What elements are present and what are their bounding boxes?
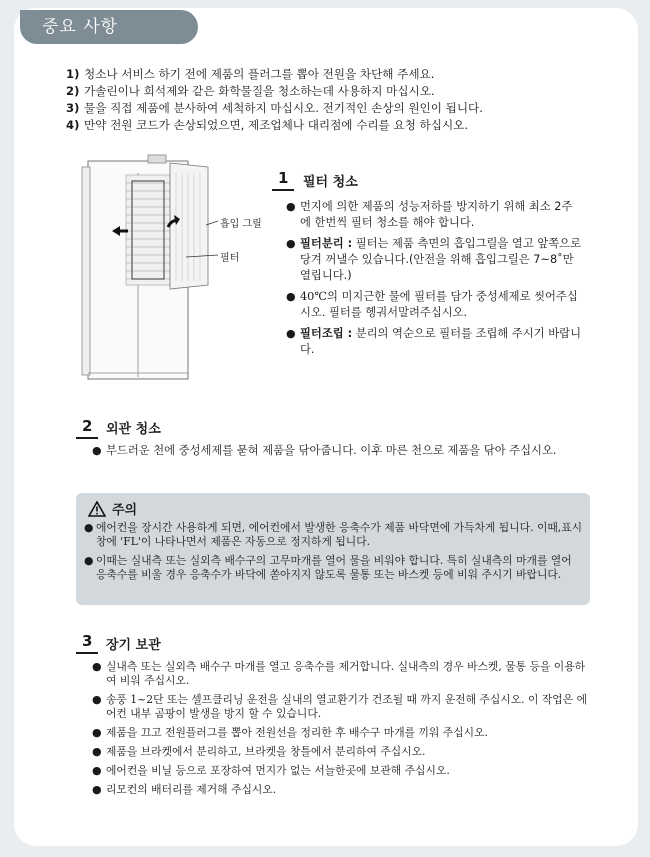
page-title: 중요 사항 — [20, 10, 198, 44]
list-item: ● 필터조립 : 분리의 역순으로 필터를 조립해 주시기 바랍니다. — [286, 327, 581, 356]
item-text: 실내측 또는 실외측 배수구 마개를 열고 응축수를 제거합니다. 실내측의 경우 바스켓, 물통 등을 이용하여 비워 주십시오. — [106, 660, 586, 687]
section-number: 1 — [272, 169, 294, 191]
caution-list — [84, 521, 584, 587]
item-text: 40℃의 미지근한 물에 필터를 담가 중성세제로 씻어주십시오. 필터를 헹궈서말려주십시오. — [300, 290, 578, 319]
item-text: 에어컨을 장시간 사용하게 되면, 에어컨에서 발생한 응축수가 제품 바닥면에 가득차게 됩니다. 이때,표시창에 'FL'이 나타나면서 제품은 자동으로 정지하게 됩니다. — [96, 521, 583, 548]
list-item — [66, 100, 586, 117]
item-number: 2) — [66, 84, 80, 98]
list-item: ● 필터분리 : 필터는 제품 측면의 흡입그릴을 열고 앞쪽으로 당겨 꺼낼수 있습니다.(안전을 위해 흡입그릴은 7~8˚만 열립니다.) — [286, 237, 581, 282]
section-title: 필터 청소 — [303, 175, 358, 190]
item-text: 분리의 역순으로 필터를 조립해 주시기 바랍니다. — [300, 327, 581, 356]
grille-label: 흡입 그릴 — [220, 219, 262, 230]
item-text: 물을 직접 제품에 분사하여 세척하지 마십시오. 전기적인 손상의 원인이 됩니다. — [84, 101, 483, 115]
caution-box — [76, 493, 590, 605]
item-text: 만약 전원 코드가 손상되었으면, 제조업체나 대리점에 수리를 요청 하십시오. — [84, 118, 469, 132]
item-text: 제품을 브라켓에서 분리하고, 브라켓을 창틀에서 분리하여 주십시오. — [106, 745, 426, 758]
section-title: 외관 청소 — [106, 422, 161, 437]
section-number: 3 — [76, 632, 98, 654]
item-text: 제품을 끄고 전원플러그를 뽑아 전원선을 정리한 후 배수구 마개를 끼워 주십시오. — [106, 726, 488, 739]
section-number: 2 — [76, 417, 98, 439]
caution-heading — [88, 499, 137, 518]
item-text: 송풍 1~2단 또는 셀프클리닝 운전을 실내의 열교환기가 건조될 때 까지 운전해 주십시오. 이 작업은 에어컨 내부 곰팡이 발생을 방지 할 수 있습니다. — [106, 693, 588, 720]
item-text: 필터는 제품 측면의 흡입그릴을 열고 앞쪽으로 당겨 꺼낼수 있습니다.(안전을 위해 흡입그릴은 7~8˚만 열립니다.) — [300, 237, 581, 282]
item-text: 리모컨의 배터리를 제거해 주십시오. — [106, 783, 277, 796]
list-item: ● 40℃의 미지근한 물에 필터를 담가 중성세제로 씻어주십시오. 필터를 헹궈서말려주십시오. — [286, 289, 582, 321]
item-label: 필터분리 : — [300, 237, 353, 250]
section-title: 장기 보관 — [106, 638, 161, 653]
air-conditioner-drawing — [76, 153, 276, 383]
list-item: ● 송풍 1~2단 또는 셀프클리닝 운전을 실내의 열교환기가 건조될 때 까지 운전해 주십시오. 이 작업은 에어컨 내부 곰팡이 발생을 방지 할 수 있습니다. — [92, 693, 592, 721]
item-text: 먼지에 의한 제품의 성능저하를 방지하기 위해 최소 2주에 한번씩 필터 청소를 해야 합니다. — [300, 200, 573, 229]
item-number: 4) — [66, 118, 80, 132]
exterior-cleaning-list — [92, 443, 586, 464]
filter-illustration — [76, 153, 276, 383]
list-item: ● 부드러운 천에 중성세제를 묻혀 제품을 닦아줍니다. 이후 마른 천으로 제품을 닦아 주십시오. — [92, 444, 557, 457]
warning-icon — [88, 501, 106, 517]
item-text: 이때는 실내측 또는 실외측 배수구의 고무마개를 열어 물을 비워야 합니다. 특히 실내측의 마개를 열어 응축수를 비울 경우 응축수가 바닥에 쏟아지지 않도록 물통 또는 바스켓 등에 비워 주시기 바랍니다. — [96, 554, 572, 581]
caution-title: 주의 — [112, 503, 138, 518]
list-item: ● 리모컨의 배터리를 제거해 주십시오. — [92, 783, 277, 796]
item-text: 청소나 서비스 하기 전에 제품의 플러그를 뽑아 전원을 차단해 주세요. — [84, 67, 435, 81]
item-text: 가솔린이나 희석제와 같은 화학물질을 청소하는데 사용하지 마십시오. — [84, 84, 435, 98]
list-item: ● 제품을 끄고 전원플러그를 뽑아 전원선을 정리한 후 배수구 마개를 끼워 주십시오. — [92, 726, 488, 739]
item-text: 에어컨을 비닐 등으로 포장하여 먼지가 없는 서늘한곳에 보관해 주십시오. — [106, 764, 450, 777]
list-item: ● 먼지에 의한 제품의 성능저하를 방지하기 위해 최소 2주에 한번씩 필터 청소를 해야 합니다. — [286, 199, 582, 231]
list-item: ● 에어컨을 비닐 등으로 포장하여 먼지가 없는 서늘한곳에 보관해 주십시오. — [92, 764, 450, 777]
item-label: 필터조립 : — [300, 327, 353, 340]
list-item — [66, 83, 586, 100]
list-item — [66, 117, 586, 134]
item-number: 3) — [66, 101, 80, 115]
intro-list — [66, 66, 586, 134]
filter-label: 필터 — [220, 253, 240, 264]
filter-cleaning-list — [286, 199, 582, 363]
long-term-storage-list — [92, 660, 592, 802]
item-number: 1) — [66, 67, 80, 81]
list-item: ● 이때는 실내측 또는 실외측 배수구의 고무마개를 열어 물을 비워야 합니다. 특히 실내측의 마개를 열어 응축수를 비울 경우 응축수가 바닥에 쏟아지지 않도록 물통 또는 바스켓 등에 비워 주시기 바랍니다. — [84, 554, 584, 582]
list-item: ● 실내측 또는 실외측 배수구 마개를 열고 응축수를 제거합니다. 실내측의 경우 바스켓, 물통 등을 이용하여 비워 주십시오. — [92, 660, 592, 688]
list-item: ● 제품을 브라켓에서 분리하고, 브라켓을 창틀에서 분리하여 주십시오. — [92, 745, 426, 758]
item-text: 부드러운 천에 중성세제를 묻혀 제품을 닦아줍니다. 이후 마른 천으로 제품을 닦아 주십시오. — [106, 444, 557, 457]
list-item — [66, 66, 586, 83]
list-item: ● 에어컨을 장시간 사용하게 되면, 에어컨에서 발생한 응축수가 제품 바닥면에 가득차게 됩니다. 이때,표시창에 'FL'이 나타나면서 제품은 자동으로 정지하게 됩니다. — [84, 521, 583, 548]
